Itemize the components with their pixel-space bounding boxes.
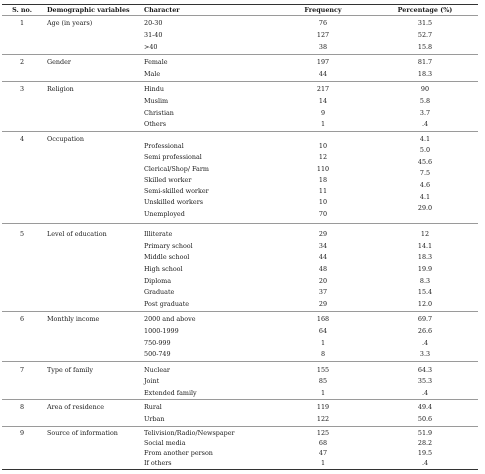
row-frequency: 11 — [318, 187, 328, 195]
group-variable: Monthly income — [47, 315, 100, 323]
row-frequency: 68 — [318, 439, 328, 447]
row-frequency: 47 — [318, 449, 328, 457]
table-bottom-rule — [2, 469, 478, 470]
row-character: Middle school — [144, 253, 190, 261]
group-variable: Age (in years) — [47, 19, 93, 27]
row-character: Joint — [144, 377, 160, 385]
row-character: Rural — [144, 403, 162, 411]
row-frequency: 125 — [316, 429, 330, 437]
group-sno: 4 — [19, 135, 25, 143]
group-sno: 3 — [19, 85, 25, 93]
row-frequency: 70 — [318, 210, 328, 218]
row-percentage: 19.9 — [417, 265, 433, 273]
row-percentage: 18.3 — [417, 70, 433, 78]
row-frequency: 29 — [318, 300, 328, 308]
row-percentage: 45.6 — [417, 158, 433, 166]
row-percentage: 12.0 — [417, 300, 433, 308]
row-character: Semi-skilled worker — [144, 187, 209, 195]
row-character: Clerical/Shop/ Farm — [144, 165, 209, 173]
row-frequency: 8 — [320, 350, 326, 358]
row-character: Post graduate — [144, 300, 190, 308]
row-frequency: 1 — [320, 459, 326, 467]
row-percentage: 52.7 — [417, 31, 433, 39]
row-frequency: 122 — [316, 415, 330, 423]
row-frequency: 44 — [318, 70, 328, 78]
group-variable: Area of residence — [47, 403, 105, 411]
row-character: If others — [144, 459, 172, 467]
row-frequency: 197 — [316, 58, 330, 66]
row-percentage: 35.3 — [417, 377, 433, 385]
group-variable: Religion — [47, 85, 74, 93]
row-frequency: 1 — [320, 120, 326, 128]
row-percentage: 15.8 — [417, 43, 433, 51]
group-rule — [2, 131, 478, 132]
row-character: High school — [144, 265, 183, 273]
row-percentage: 28.2 — [417, 439, 433, 447]
row-character: Unemployed — [144, 210, 185, 218]
row-percentage: 31.5 — [417, 19, 433, 27]
row-character: Illiterate — [144, 230, 173, 238]
group-variable: Source of information — [47, 429, 118, 437]
row-character: 750-999 — [144, 339, 171, 347]
row-percentage: 4.1 — [419, 135, 431, 143]
row-percentage: 15.4 — [417, 288, 433, 296]
row-percentage: 4.1 — [419, 193, 431, 201]
row-character: Male — [144, 70, 161, 78]
row-frequency: 10 — [318, 142, 328, 150]
group-rule — [2, 426, 478, 427]
row-percentage: 26.6 — [417, 327, 433, 335]
row-frequency: 38 — [318, 43, 328, 51]
row-percentage: 29.0 — [417, 204, 433, 212]
header-rule — [2, 15, 478, 16]
row-percentage: 12 — [420, 230, 430, 238]
row-frequency: 18 — [318, 176, 328, 184]
row-percentage: 7.5 — [419, 169, 431, 177]
group-variable: Type of family — [47, 366, 93, 374]
row-frequency: 76 — [318, 19, 328, 27]
group-sno: 1 — [19, 19, 25, 27]
row-percentage: 19.5 — [417, 449, 433, 457]
row-character: Others — [144, 120, 167, 128]
row-percentage: 4.6 — [419, 181, 431, 189]
group-variable: Gender — [47, 58, 71, 66]
row-frequency: 20 — [318, 277, 328, 285]
row-frequency: 48 — [318, 265, 328, 273]
row-percentage: 81.7 — [417, 58, 433, 66]
row-percentage: .4 — [421, 120, 429, 128]
row-percentage: 5.0 — [419, 146, 431, 154]
group-variable: Occupation — [47, 135, 84, 143]
row-frequency: 217 — [316, 85, 330, 93]
row-percentage: .4 — [421, 459, 429, 467]
group-sno: 5 — [19, 230, 25, 238]
row-character: 500-749 — [144, 350, 171, 358]
group-sno: 2 — [19, 58, 25, 66]
row-frequency: 110 — [316, 165, 330, 173]
row-frequency: 9 — [320, 109, 326, 117]
header-character: Character — [144, 6, 180, 14]
row-frequency: 64 — [318, 327, 328, 335]
row-character: Nuclear — [144, 366, 170, 374]
row-percentage: .4 — [421, 339, 429, 347]
row-character: Extended family — [144, 389, 197, 397]
row-percentage: 8.3 — [419, 277, 431, 285]
row-frequency: 85 — [318, 377, 328, 385]
row-frequency: 119 — [316, 403, 330, 411]
group-sno: 8 — [19, 403, 25, 411]
group-rule — [2, 81, 478, 82]
row-character: Christian — [144, 109, 174, 117]
row-character: Social media — [144, 439, 186, 447]
row-percentage: 51.9 — [417, 429, 433, 437]
header-sno: S. no. — [12, 6, 32, 14]
row-character: >40 — [144, 43, 158, 51]
row-character: 31-40 — [144, 31, 163, 39]
group-sno: 9 — [19, 429, 25, 437]
row-character: Semi professional — [144, 153, 202, 161]
row-frequency: 127 — [316, 31, 330, 39]
row-percentage: 3.3 — [419, 350, 431, 358]
row-character: Graduate — [144, 288, 175, 296]
row-percentage: 69.7 — [417, 315, 433, 323]
header-percentage: Percentage (%) — [397, 6, 453, 14]
row-percentage: 3.7 — [419, 109, 431, 117]
row-frequency: 168 — [316, 315, 330, 323]
row-frequency: 10 — [318, 198, 328, 206]
row-percentage: .4 — [421, 389, 429, 397]
row-character: 20-30 — [144, 19, 163, 27]
row-character: Telivision/Radio/Newspaper — [144, 429, 235, 437]
row-frequency: 44 — [318, 253, 328, 261]
row-character: 1000-1999 — [144, 327, 179, 335]
row-frequency: 1 — [320, 339, 326, 347]
row-frequency: 34 — [318, 242, 328, 250]
row-percentage: 14.1 — [417, 242, 433, 250]
row-percentage: 18.3 — [417, 253, 433, 261]
row-frequency: 14 — [318, 97, 328, 105]
group-rule — [2, 54, 478, 55]
group-variable: Level of education — [47, 230, 107, 238]
row-percentage: 5.8 — [419, 97, 431, 105]
header-frequency: Frequency — [304, 6, 342, 14]
row-character: Unskilled workers — [144, 198, 204, 206]
row-percentage: 50.6 — [417, 415, 433, 423]
row-frequency: 29 — [318, 230, 328, 238]
row-character: Professional — [144, 142, 184, 150]
row-frequency: 1 — [320, 389, 326, 397]
row-percentage: 90 — [420, 85, 430, 93]
header-variable: Demographic variables — [47, 6, 130, 14]
row-character: From another person — [144, 449, 213, 457]
row-character: Diploma — [144, 277, 172, 285]
group-rule — [2, 399, 478, 400]
row-character: Skilled worker — [144, 176, 192, 184]
group-rule — [2, 223, 478, 224]
row-frequency: 37 — [318, 288, 328, 296]
row-character: Urban — [144, 415, 165, 423]
table-top-rule — [2, 4, 478, 5]
group-rule — [2, 361, 478, 362]
row-character: Female — [144, 58, 168, 66]
row-frequency: 155 — [316, 366, 330, 374]
row-character: Hindu — [144, 85, 164, 93]
row-frequency: 12 — [318, 153, 328, 161]
row-character: Primary school — [144, 242, 193, 250]
group-sno: 7 — [19, 366, 25, 374]
row-character: Muslim — [144, 97, 169, 105]
group-rule — [2, 311, 478, 312]
row-percentage: 64.3 — [417, 366, 433, 374]
row-character: 2000 and above — [144, 315, 196, 323]
row-percentage: 49.4 — [417, 403, 433, 411]
group-sno: 6 — [19, 315, 25, 323]
